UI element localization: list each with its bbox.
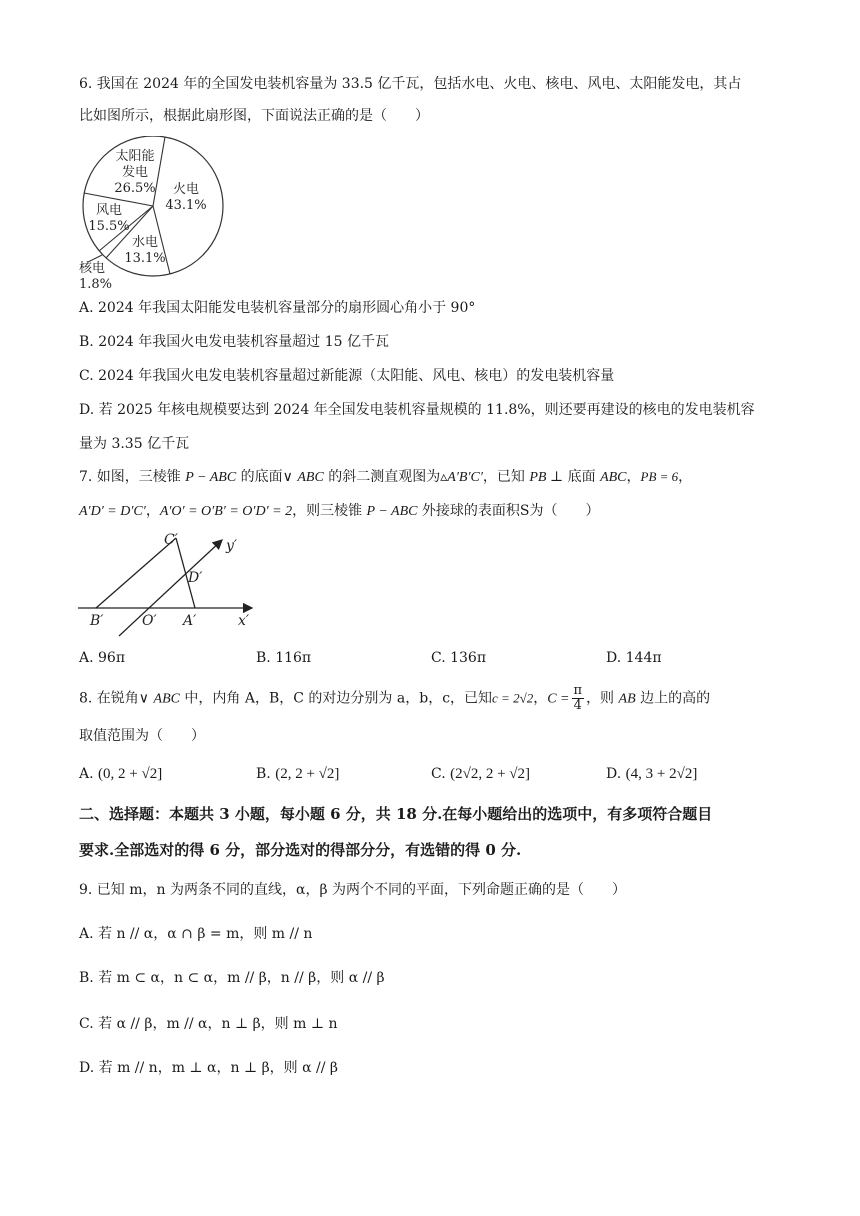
pie-label-nuclear-1: 核电 <box>79 261 106 276</box>
label-b: B′ <box>90 613 104 629</box>
q8-option-a: A. (0, 2 + √2] <box>79 766 163 782</box>
q6-option-a: A. 2024 年我国太阳能发电装机容量部分的扇形圆心角小于 90° <box>79 300 476 316</box>
pie-label-solar-2: 发电 <box>121 165 149 180</box>
q9-option-d: D. 若 m // n，m ⊥ α，n ⊥ β，则 α // β <box>79 1060 339 1076</box>
q9-option-c: C. 若 α // β，m // α，n ⊥ β，则 m ⊥ n <box>79 1016 338 1032</box>
y-axis <box>119 540 222 636</box>
pie-label-hydro-1: 水电 <box>131 235 159 250</box>
q6-option-b: B. 2024 年我国火电发电装机容量超过 15 亿千瓦 <box>79 334 389 350</box>
pie-label-wind-1: 风电 <box>95 203 123 218</box>
q8-stem-line2: 取值范围为（ ） <box>79 728 205 744</box>
pie-label-nuclear-2: 1.8% <box>79 277 113 292</box>
label-d: D′ <box>188 570 203 586</box>
pie-label-thermal-1: 火电 <box>172 182 200 197</box>
label-y: y′ <box>226 538 238 554</box>
q6-stem-line2: 比如图所示，根据此扇形图，下面说法正确的是（ ） <box>79 108 429 124</box>
q7-figure <box>76 530 266 640</box>
pie-label-solar-1: 太阳能 <box>115 149 155 164</box>
label-c: C′ <box>164 532 178 548</box>
pie-label-hydro-2: 13.1% <box>124 251 166 266</box>
segment-b-c <box>96 538 176 608</box>
label-o: O′ <box>142 613 157 629</box>
q8-option-c: C. (2√2, 2 + √2] <box>431 766 531 782</box>
q9-stem: 9. 已知 m，n 为两条不同的直线，α，β 为两个不同的平面，下列命题正确的是（ ） <box>79 882 626 898</box>
q6-pie-chart <box>76 136 246 296</box>
q9-option-a: A. 若 n // α，α ∩ β = m，则 m // n <box>79 926 313 942</box>
q6-option-d-line2: 量为 3.35 亿千瓦 <box>79 436 190 452</box>
pie-label-solar-3: 26.5% <box>114 181 156 196</box>
q6-stem-line1: 6. 我国在 2024 年的全国发电装机容量为 33.5 亿千瓦，包括水电、火电、核电、风电、太阳能发电，其占 <box>79 76 742 92</box>
q6-option-d-line1: D. 若 2025 年核电规模要达到 2024 年全国发电装机容量规模的 11.8%，则还要再建设的核电的发电装机容 <box>79 402 755 418</box>
pie-label-thermal-2: 43.1% <box>165 198 207 213</box>
label-a: A′ <box>183 613 197 629</box>
q7-stem-line1: 7. 如图，三棱锥 P − ABC 的底面∨ ABC 的斜二测直观图为▵A′B′C′，已知 PB ⊥ 底面 ABC，PB = 6， <box>79 469 693 485</box>
label-x: x′ <box>238 613 250 629</box>
q7-option-c: C. 136π <box>431 650 487 666</box>
q8-option-d: D. (4, 3 + 2√2] <box>606 766 698 782</box>
q6-option-c: C. 2024 年我国火电发电装机容量超过新能源（太阳能、风电、核电）的发电装机容量 <box>79 368 615 384</box>
q7-option-a: A. 96π <box>79 650 126 666</box>
pi-over-4-fraction: $\frac{\pi}{4}$ <box>573 683 583 713</box>
q9-option-b: B. 若 m ⊂ α，n ⊂ α，m // β，n // β，则 α // β <box>79 970 385 986</box>
q7-option-b: B. 116π <box>256 650 312 666</box>
q7-stem-line2: A′D′ = D′C′，A′O′ = O′B′ = O′D′ = 2，则三棱锥 P − ABC 外接球的表面积S为（ ） <box>79 503 600 519</box>
q8-option-b: B. (2, 2 + √2] <box>256 766 340 782</box>
section-2-header-line1: 二、选择题：本题共 3 小题，每小题 6 分，共 18 分.在每小题给出的选项中，有多项符合题目 <box>79 805 713 823</box>
section-2-header-line2: 要求.全部选对的得 6 分，部分选对的得部分分，有选错的得 0 分. <box>79 841 522 859</box>
q8-stem-line1: 8. 在锐角∨ ABC 中，内角 A，B，C 的对边分别为 a，b，c，已知c = 2√2，C = $\frac{\pi}{4}$ ，则 AB 边上的高的 <box>79 683 711 713</box>
pie-label-wind-2: 15.5% <box>88 219 130 234</box>
q7-option-d: D. 144π <box>606 650 662 666</box>
